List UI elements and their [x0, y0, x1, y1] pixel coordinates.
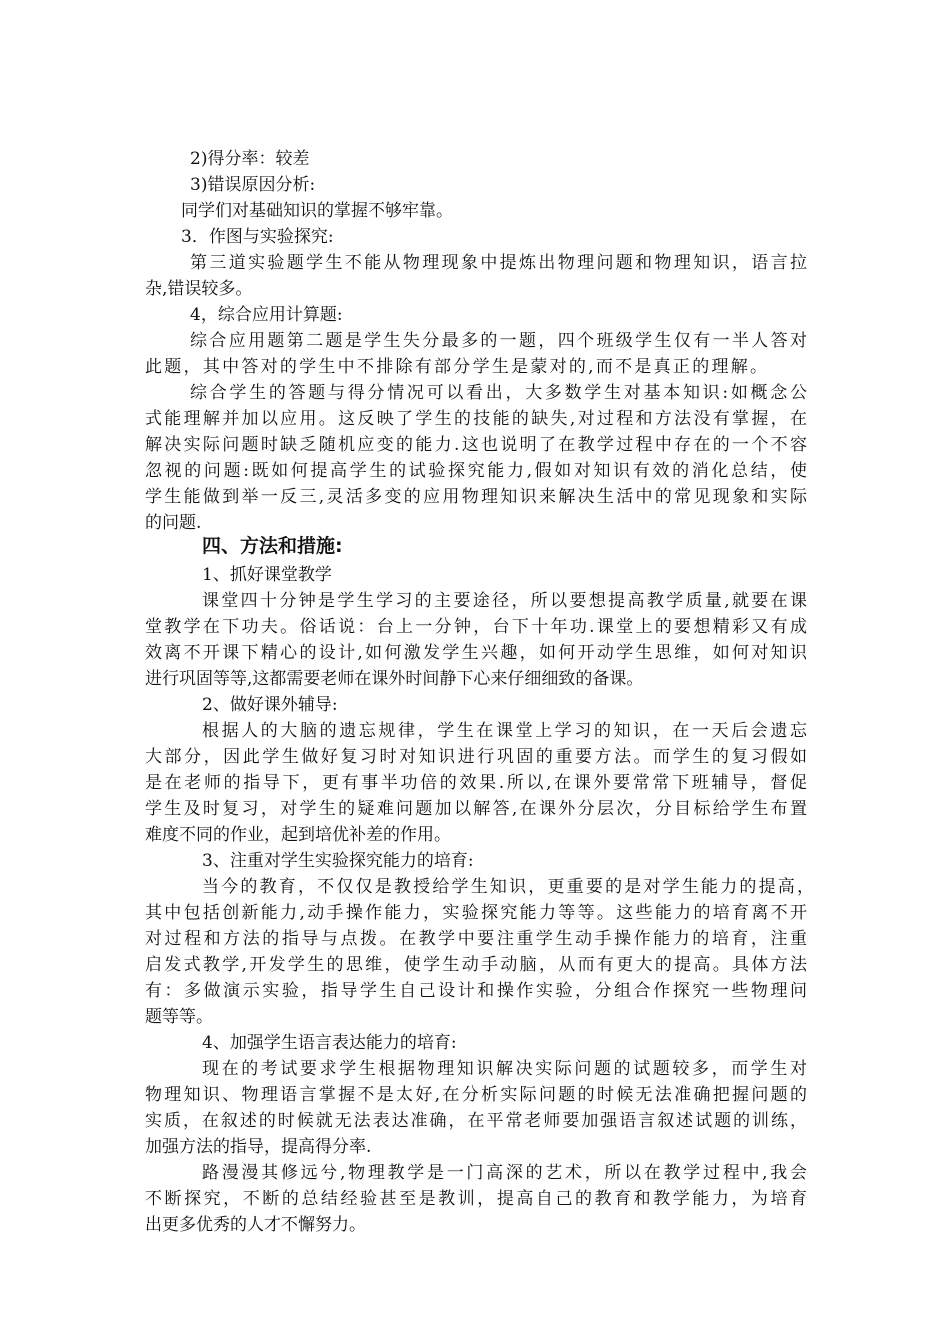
- paragraph-line: 有：多做演示实验，指导学生自己设计和操作实验，分组合作探究一些物理问: [145, 981, 807, 1001]
- section-calculation: 4，综合应用计算题:: [190, 305, 343, 325]
- paragraph-line: 学生及时复习，对学生的疑难问题加以解答,在课外分层次，分目标给学生布置: [145, 799, 807, 819]
- paragraph-line: 效离不开课下精心的设计,如何激发学生兴趣，如何开动学生思维，如何对知识: [145, 643, 807, 663]
- score-rate-line: 2)得分率：较差: [190, 149, 310, 169]
- paragraph-line: 第三道实验题学生不能从物理现象中提炼出物理问题和物理知识，语言拉: [190, 253, 807, 273]
- paragraph-line: 学生能做到举一反三,灵活多变的应用物理知识来解决生活中的常见现象和实际: [145, 487, 807, 507]
- paragraph-line: 实质，在叙述的时候就无法表达准确，在平常老师要加强语言叙述试题的训练，: [145, 1111, 807, 1131]
- subheading-classroom: 1、抓好课堂教学: [202, 565, 332, 585]
- paragraph-line: 解决实际问题时缺乏随机应变的能力.这也说明了在教学过程中存在的一个不容: [145, 435, 807, 455]
- paragraph-line: 出更多优秀的人才不懈努力。: [145, 1215, 366, 1235]
- section-heading-methods: 四、方法和措施:: [202, 535, 343, 557]
- subheading-tutoring: 2、做好课外辅导:: [202, 695, 338, 715]
- paragraph-line: 根据人的大脑的遗忘规律，学生在课堂上学习的知识，在一天后会遗忘: [202, 721, 807, 741]
- error-analysis-label: 3)错误原因分析:: [190, 175, 316, 195]
- paragraph-line: 加强方法的指导，提高得分率.: [145, 1137, 372, 1157]
- paragraph-line: 当今的教育，不仅仅是教授给学生知识，更重要的是对学生能力的提高，: [202, 877, 814, 897]
- paragraph-line: 现在的考试要求学生根据物理知识解决实际问题的试题较多，而学生对: [202, 1059, 807, 1079]
- subheading-experiment-ability: 3、注重对学生实验探究能力的培育:: [202, 851, 474, 871]
- paragraph-line: 启发式教学,开发学生的思维，使学生动手动脑，从而有更大的提高。具体方法: [145, 955, 807, 975]
- section-drawing-experiment: 3．作图与实验探究:: [181, 227, 334, 247]
- paragraph-line: 其中包括创新能力,动手操作能力，实验探究能力等等。这些能力的培育离不开: [145, 903, 807, 923]
- paragraph-line: 难度不同的作业，起到培优补差的作用。: [145, 825, 451, 845]
- paragraph-line: 是在老师的指导下，更有事半功倍的效果.所以,在课外要常常下班辅导，督促: [145, 773, 807, 793]
- error-analysis-text: 同学们对基础知识的掌握不够牢靠。: [181, 201, 453, 221]
- paragraph-line: 的问题.: [145, 513, 202, 533]
- paragraph-line: 课堂四十分钟是学生学习的主要途径，所以要想提高教学质量,就要在课: [202, 591, 807, 611]
- paragraph-line: 堂教学在下功夫。俗话说：台上一分钟，台下十年功.课堂上的要想精彩又有成: [145, 617, 807, 637]
- paragraph-line: 综合学生的答题与得分情况可以看出，大多数学生对基本知识:如概念公: [190, 383, 807, 403]
- paragraph-line: 综合应用题第二题是学生失分最多的一题，四个班级学生仅有一半人答对: [190, 331, 807, 351]
- paragraph-line: 对过程和方法的指导与点拨。在教学中要注重学生动手操作能力的培育，注重: [145, 929, 807, 949]
- paragraph-line: 物理知识、物理语言掌握不是太好,在分析实际问题的时候无法准确把握问题的: [145, 1085, 807, 1105]
- paragraph-line: 题等等。: [145, 1007, 213, 1027]
- paragraph-line: 杂,错误较多。: [145, 279, 253, 299]
- subheading-language-ability: 4、加强学生语言表达能力的培育:: [202, 1033, 457, 1053]
- paragraph-line: 不断探究，不断的总结经验甚至是教训，提高自己的教育和教学能力，为培育: [145, 1189, 807, 1209]
- paragraph-line: 式能理解并加以应用。这反映了学生的技能的缺失,对过程和方法没有掌握，在: [145, 409, 807, 429]
- paragraph-line: 忽视的问题:既如何提高学生的试验探究能力,假如对知识有效的消化总结，使: [145, 461, 807, 481]
- paragraph-line: 路漫漫其修远兮,物理教学是一门高深的艺术，所以在教学过程中,我会: [202, 1163, 807, 1183]
- paragraph-line: 大部分，因此学生做好复习时对知识进行巩固的重要方法。而学生的复习假如: [145, 747, 807, 767]
- paragraph-line: 此题，其中答对的学生中不排除有部分学生是蒙对的,而不是真正的理解。: [145, 357, 767, 377]
- paragraph-line: 进行巩固等等,这都需要老师在课外时间静下心来仔细细致的备课。: [145, 669, 644, 689]
